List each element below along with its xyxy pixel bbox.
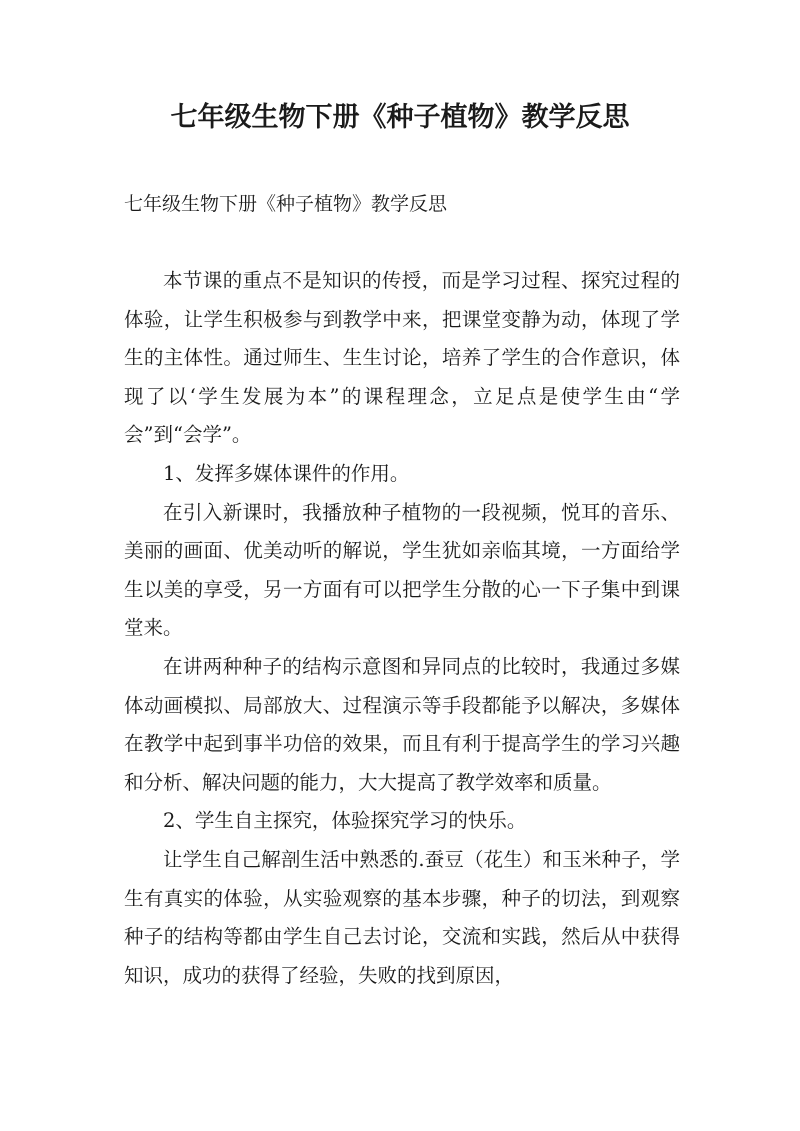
paragraph-dissection: 让学生自己解剖生活中熟悉的.蚕豆（花生）和玉米种子，学生有真实的体验，从实验观察的基本步骤，种子的切法，到观察种子的结构等都由学生自己去讨论，交流和实践，然后从中获得知识，成功的获得了经验，失败的找到原因， [124, 847, 680, 987]
paragraph-video: 在引入新课时，我播放种子植物的一段视频，悦耳的音乐、美丽的画面、优美动听的解说，学生犹如亲临其境，一方面给学生以美的享受，另一方面有可以把学生分散的心一下子集中到课堂来。 [124, 500, 680, 640]
document-title: 七年级生物下册《种子植物》教学反思 [170, 102, 630, 133]
section-heading-1: 1、发挥多媒体课件的作用。 [163, 461, 410, 485]
section-heading-2: 2、学生自主探究，体验探究学习的快乐。 [163, 809, 527, 833]
paragraph-multimedia: 在讲两种种子的结构示意图和异同点的比较时，我通过多媒体动画模拟、局部放大、过程演示等手段都能予以解决，多媒体在教学中起到事半功倍的效果，而且有利于提高学生的学习兴趣和分析、解决问题的能力，大大提高了教学效率和质量。 [124, 654, 680, 794]
paragraph-intro: 本节课的重点不是知识的传授，而是学习过程、探究过程的体验，让学生积极参与到教学中来，把课堂变静为动，体现了学生的主体性。通过师生、生生讨论，培养了学生的合作意识，体现了以‘学生发展为本”的课程理念，立足点是使学生由“学会”到“会学”。 [124, 269, 680, 447]
document-body [124, 262, 680, 995]
document-subtitle: 七年级生物下册《种子植物》教学反思 [124, 193, 448, 215]
